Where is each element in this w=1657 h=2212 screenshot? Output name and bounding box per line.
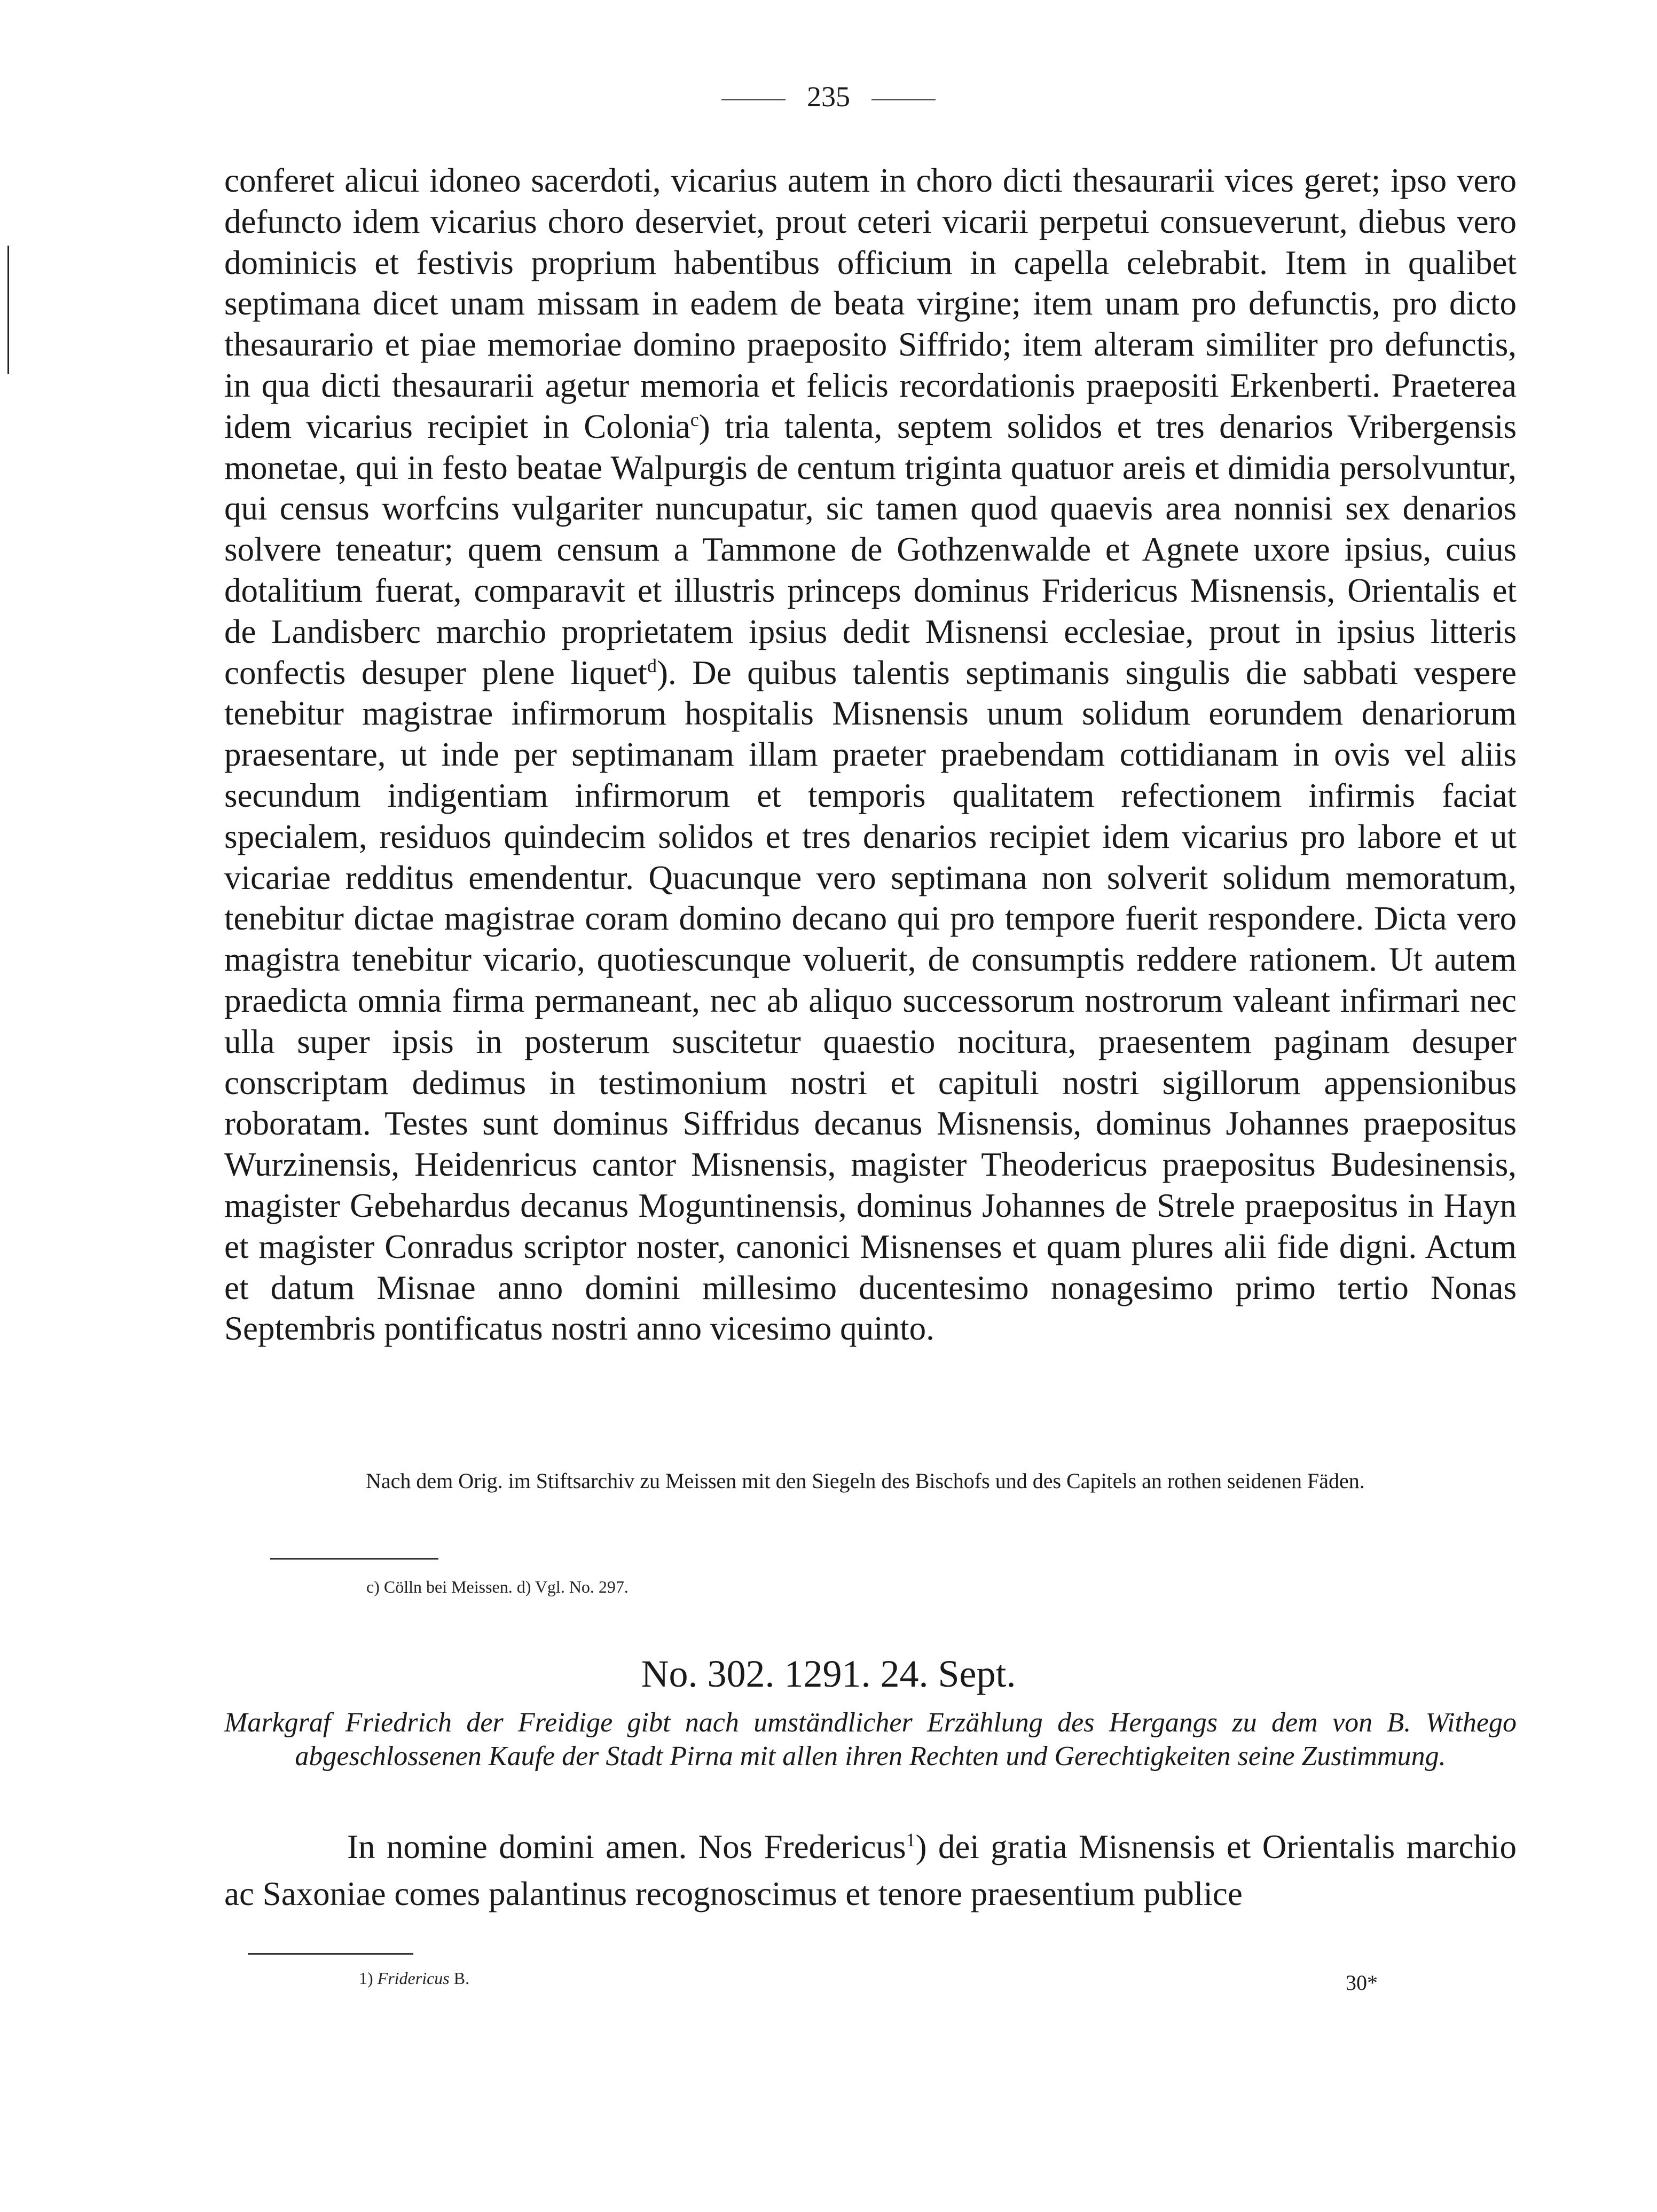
document-opening-part-1: In nomine domini amen. Nos Fredericus (347, 1828, 906, 1865)
footnote-rule-lower (248, 1953, 413, 1955)
document-summary: Markgraf Friedrich der Freidige gibt nach umständlicher Erzählung des Hergangs zu dem von B. Withego abgeschlossenen Kaufe der Stadt Pirna mit allen ihren Rechten und Gerechtigkeiten seine Zustimmung. (224, 1707, 1517, 1772)
document-heading: No. 302. 1291. 24. Sept. (641, 1652, 1016, 1695)
source-note: Nach dem Orig. im Stiftsarchiv zu Meissen mit den Siegeln des Bischofs und des Capitels an rothen seidenen Fäden. (366, 1469, 1365, 1493)
main-text (224, 160, 1517, 1349)
page-number: 235 (807, 81, 850, 113)
footnote-lower (359, 1967, 469, 1989)
main-text-part-2: ) tria talenta, septem solidos et tres denarios Vribergensis monetae, qui in festo beatae Walpurgis de centum triginta quatuor areis et dimidia persolvuntur, qui census worfcins vulgariter nuncupatur, sic tamen quod quaevis area nonnisi sex denarios solvere teneatur; quem censum a Tammone de Gothzenwalde et Agnete uxore ipsius, cuius dotalitium fuerat, comparavit et illustris princeps dominus Fridericus Misnensis, Orientalis et de Landisberc marchio proprietatem ipsius dedit Misnensi ecclesiae, prout in ipsius litteris confectis desuper plene liquet (224, 407, 1517, 691)
footnote-lower-variant: Fridericus (377, 1969, 450, 1988)
main-text-part-1: conferet alicui idoneo sacerdoti, vicarius autem in choro dicti thesaurarii vices geret; ipso vero defuncto idem vicarius choro deserviet, prout ceteri vicarii perpetui consueverunt, diebus vero dominicis et festivis proprium habentibus officium in capella celebrabit. Item in qualibet septimana dicet unam missam in eadem de beata virgine; item unam pro defunctis, pro dicto thesaurario et piae memoriae domino praeposito Siffrido; item alteram similiter pro defunctis, in qua dicti thesaurarii agetur memoria et felicis recordationis praepositi Erkenberti. Praeterea idem vicarius recipiet in Colonia (224, 162, 1517, 445)
footnote-marker-c: c (690, 408, 699, 430)
document-opening-part-2: ) dei gratia Misnensis et Orientalis marchio ac Saxoniae comes palantinus recognoscimus et tenore praesentium publice (224, 1828, 1517, 1912)
main-text-part-3: ). De quibus talentis septimanis singulis die sabbati vespere tenebitur magistrae infirmorum hospitalis Misnensis unum solidum eorundem denariorum praesentare, ut inde per septimanam illam praeter praebendam cottidianam in ovis vel aliis secundum indigentiam infirmorum et temporis qualitatem refectionem infirmis faciat specialem, residuos quindecim solidos et tres denarios recipiet idem vicarius pro labore et ut vicariae redditus emendentur. Quacunque vero septimana non solverit solidum memoratum, tenebitur dictae magistrae coram domino decano qui pro tempore fuerit respondere. Dicta vero magistra tenebitur vicario, quotiescunque voluerit, de consumptis reddere rationem. Ut autem praedicta omnia firma permaneant, nec ab aliquo successorum nostrorum valeant infirmari nec ulla super ipsis in posterum suscitetur quaestio nocitura, praesentem paginam desuper conscriptam dedimus in testimonium nostri et capituli nostri sigillorum appensionibus roboratam. Testes sunt dominus Siffridus decanus Misnensis, dominus Johannes praepositus Wurzinensis, Heidenricus cantor Misnensis, magister Theodericus praepositus Budesinensis, magister Gebehardus decanus Moguntinensis, dominus Johannes de Strele praepositus in Hayn et magister Conradus scriptor noster, canonici Misnenses et quam plures alii fide digni. Actum et datum Misnae anno domini millesimo ducentesimo nonagesimo primo tertio Nonas Septembris pontificatus nostri anno vicesimo quinto. (224, 654, 1517, 1348)
sheet-number: 30* (1346, 1971, 1378, 1995)
footnote-marker-d: d (647, 655, 657, 676)
header-rule-right (871, 99, 936, 100)
margin-mark (7, 246, 9, 374)
document-opening (224, 1823, 1517, 1917)
page-header (0, 80, 1657, 113)
footnote-rule-upper (270, 1558, 438, 1560)
footnote-marker-1: 1 (906, 1829, 916, 1851)
header-rule-left (721, 99, 786, 100)
footnotes-upper: c) Cölln bei Meissen. d) Vgl. No. 297. (366, 1577, 629, 1596)
footnote-lower-text: 1) Fridericus B. (359, 1969, 470, 1988)
